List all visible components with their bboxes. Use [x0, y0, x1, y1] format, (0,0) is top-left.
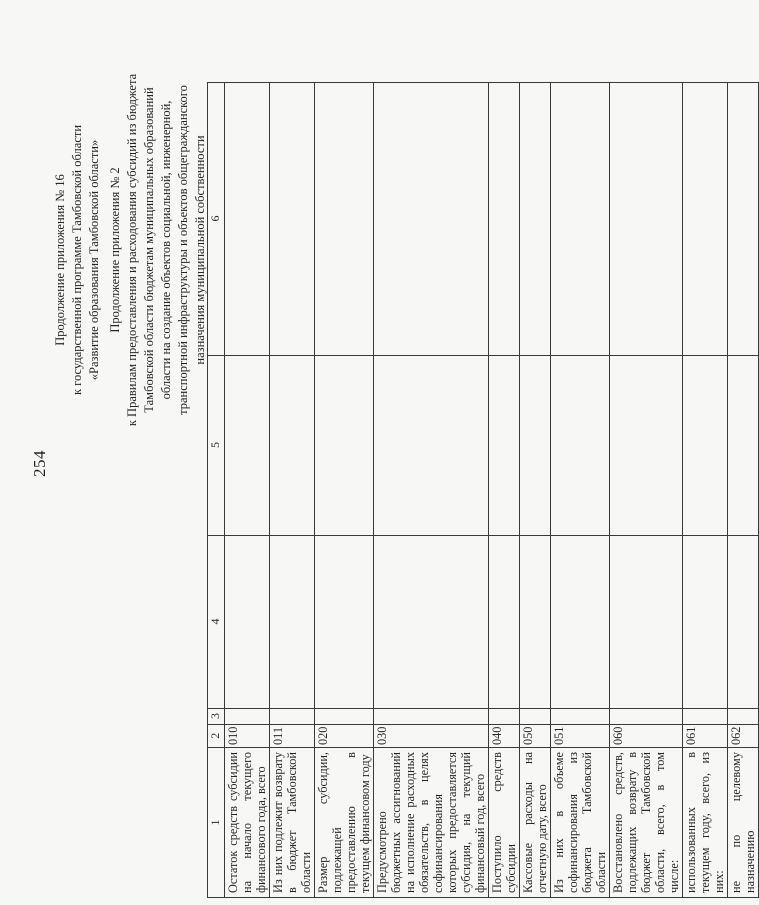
empty-cell: [315, 535, 374, 708]
empty-cell: [270, 355, 315, 535]
table-row: [520, 82, 551, 897]
page-number: 254: [30, 450, 49, 477]
row-code-cell: 040: [489, 724, 520, 747]
appendix-line: «Развитие образования Тамбовской области»: [87, 139, 101, 381]
empty-cell: [728, 82, 759, 355]
row-code-cell: 062: [728, 724, 759, 747]
empty-cell: [225, 708, 270, 724]
empty-cell: [551, 82, 610, 355]
row-code-cell: 060: [610, 724, 683, 747]
rules-line: транспортной инфраструктуры и объектов общегражданского: [176, 85, 190, 415]
row-name-cell: Размер субсидии, подлежащей предоставлению в текущем финансовом году: [315, 748, 374, 898]
table-row: [728, 82, 759, 897]
empty-cell: [489, 535, 520, 708]
empty-cell: [520, 535, 551, 708]
empty-cell: [520, 82, 551, 355]
empty-cell: [610, 355, 683, 535]
table-row: [270, 82, 315, 897]
table-row: [315, 82, 374, 897]
column-header: 2: [208, 724, 225, 747]
table-header-row: [208, 82, 225, 897]
empty-cell: [683, 355, 728, 535]
empty-cell: [315, 82, 374, 355]
empty-cell: [610, 708, 683, 724]
appendix-line: Продолжение приложения № 16: [53, 174, 67, 346]
empty-cell: [225, 355, 270, 535]
table-row: [489, 82, 520, 897]
empty-cell: [551, 535, 610, 708]
empty-cell: [315, 708, 374, 724]
empty-cell: [225, 82, 270, 355]
row-code-cell: 061: [683, 724, 728, 747]
rules-line: области на создание объектов социальной, инженерной,: [159, 100, 173, 400]
appendix-header: [52, 70, 103, 450]
empty-cell: [374, 708, 489, 724]
row-code-cell: 030: [374, 724, 489, 747]
column-header: 4: [208, 535, 225, 708]
column-header: 6: [208, 82, 225, 355]
rules-line: Тамбовской области бюджетам муниципальных образований: [142, 87, 156, 413]
table-row: [225, 82, 270, 897]
table-row: [551, 82, 610, 897]
report-table: [207, 82, 759, 898]
table-row: [374, 82, 489, 897]
row-code-cell: 050: [520, 724, 551, 747]
empty-cell: [610, 82, 683, 355]
empty-cell: [489, 355, 520, 535]
empty-cell: [520, 355, 551, 535]
empty-cell: [270, 82, 315, 355]
row-name-cell: Поступило средств субсидии: [489, 748, 520, 898]
row-code-cell: 010: [225, 724, 270, 747]
row-code-cell: 020: [315, 724, 374, 747]
row-name-cell: использованных в текущем году, всего, из них:: [683, 748, 728, 898]
empty-cell: [728, 708, 759, 724]
column-header: 5: [208, 355, 225, 535]
empty-cell: [683, 708, 728, 724]
empty-cell: [728, 355, 759, 535]
row-name-cell: Кассовые расходы на отчетную дату, всего: [520, 748, 551, 898]
table-row: [610, 82, 683, 897]
row-name-cell: не по целевому назначению: [728, 748, 759, 898]
rules-line: назначения муниципальной собственности: [193, 135, 207, 365]
empty-cell: [270, 535, 315, 708]
row-name-cell: Остаток средств субсидии на начало текущего финансового года, всего: [225, 748, 270, 898]
rules-line: Продолжение приложения № 2: [108, 167, 122, 333]
row-code-cell: 051: [551, 724, 610, 747]
empty-cell: [683, 82, 728, 355]
empty-cell: [551, 708, 610, 724]
empty-cell: [551, 355, 610, 535]
empty-cell: [374, 355, 489, 535]
appendix-line: к государственной программе Тамбовской области: [70, 124, 84, 396]
column-header: 3: [208, 708, 225, 724]
row-name-cell: Предусмотрено бюджетных ассигнований на исполнение расходных обязательств, в целях софинансирования которых предоставляется субсидия, на текущий финансовый год, всего: [374, 748, 489, 898]
empty-cell: [270, 708, 315, 724]
rules-line: к Правилам предоставления и расходования субсидий из бюджета: [125, 73, 139, 427]
empty-cell: [520, 708, 551, 724]
empty-cell: [728, 535, 759, 708]
empty-cell: [489, 82, 520, 355]
empty-cell: [374, 535, 489, 708]
empty-cell: [225, 535, 270, 708]
rules-header: [107, 40, 209, 460]
empty-cell: [374, 82, 489, 355]
row-name-cell: Восстановлено средств, подлежащих возврату в бюджет Тамбовской области, всего, в том числе:: [610, 748, 683, 898]
row-name-cell: Из них в объеме софинансирования из бюджета Тамбовской области: [551, 748, 610, 898]
empty-cell: [315, 355, 374, 535]
table-row: [683, 82, 728, 897]
empty-cell: [489, 708, 520, 724]
column-header: 1: [208, 748, 225, 898]
empty-cell: [610, 535, 683, 708]
empty-cell: [683, 535, 728, 708]
row-code-cell: 011: [270, 724, 315, 747]
row-name-cell: Из них подлежит возврату в бюджет Тамбовской области: [270, 748, 315, 898]
